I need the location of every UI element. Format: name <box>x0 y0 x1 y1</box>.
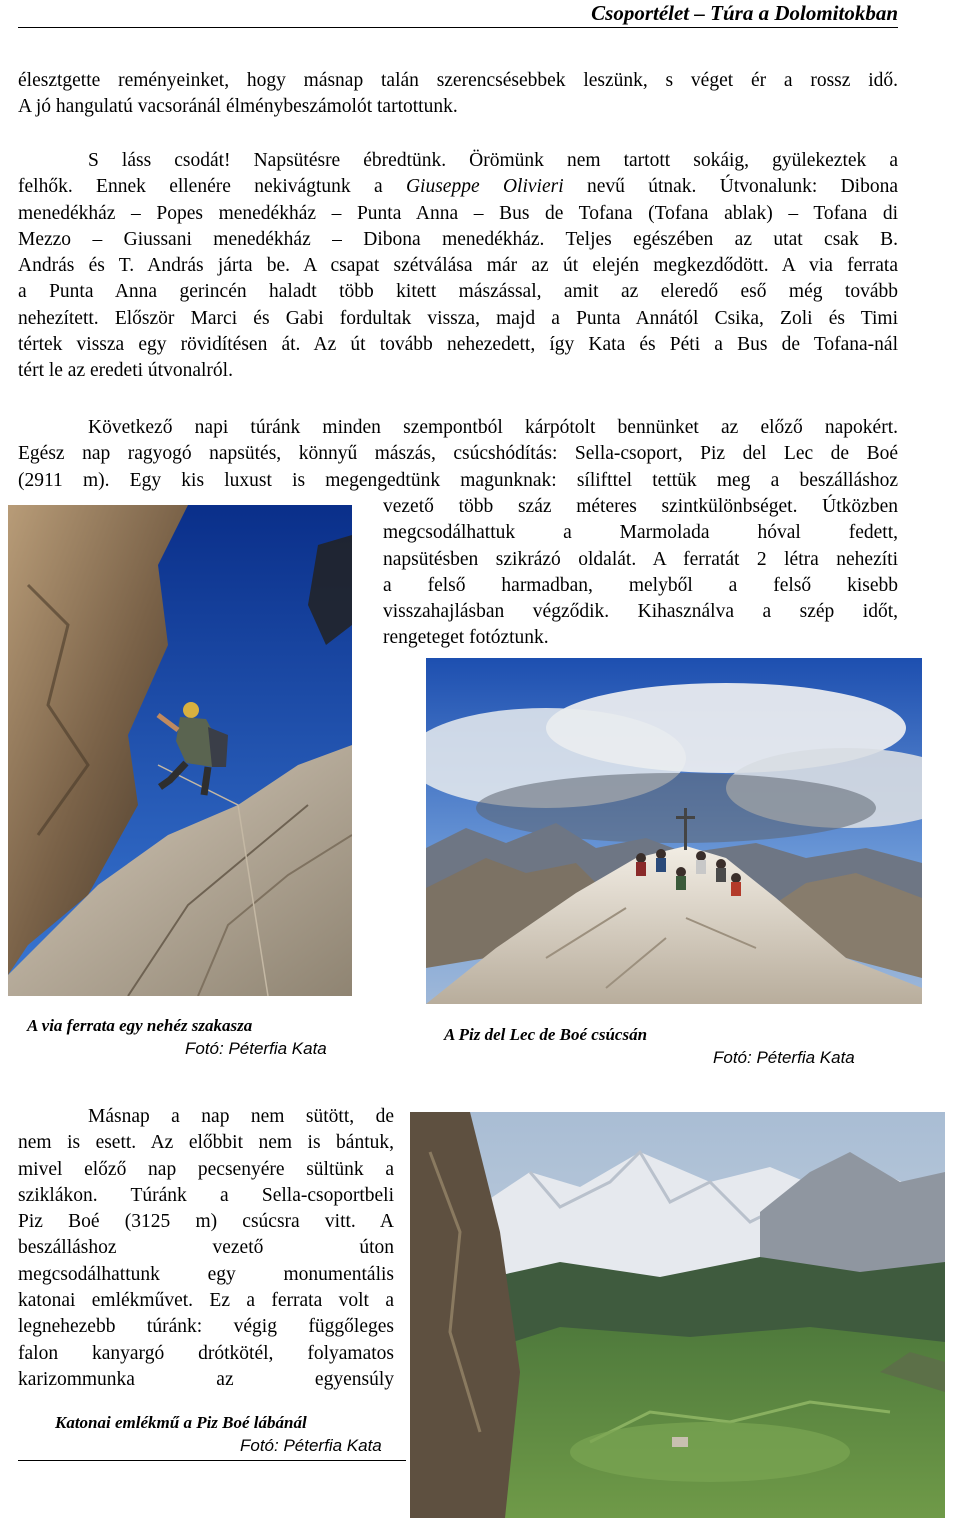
paragraph-line: vezető több száz méteres szintkülönbséget. Útközben <box>383 496 898 517</box>
paragraph-line: tért le az eredeti útvonalról. <box>18 360 233 382</box>
paragraph-line: Másnap a nap nem sütött, de <box>88 1106 394 1127</box>
paragraph-line: napsütésben szikrázó oldalát. A ferratát 2 létra nehezíti <box>383 548 898 570</box>
photo1-caption-title: A via ferrata egy nehéz szakasza <box>27 1016 253 1035</box>
photo2-caption-title: A Piz del Lec de Boé csúcsán <box>444 1025 648 1044</box>
paragraph-line: visszahajlásban végződik. Kihasználva a szép időt, <box>383 601 898 623</box>
paragraph-line: beszálláshoz vezető úton <box>18 1237 394 1259</box>
paragraph-line: András és T. András járta be. A csapat szétválása már az út elején megkezdődött. A via ferrata <box>18 255 898 277</box>
valley-photo <box>410 1112 945 1518</box>
paragraph-line: nem is esett. Az előbbit nem is bántuk, <box>18 1132 394 1154</box>
paragraph-line: sziklákon. Túránk a Sella-csoportbeli <box>18 1184 394 1206</box>
paragraph-line: A jó hangulatú vacsoránál élménybeszámolót tartottunk. <box>18 96 458 118</box>
paragraph-line: nehezített. Először Marci és Gabi fordultak vissza, majd a Punta Annától Csika, Zoli és Timi <box>18 307 898 329</box>
paragraph-line: a felső harmadban, melyből a felső kisebb <box>383 574 898 596</box>
paragraph-line: a Punta Anna gerincén haladt több kitett mászással, amit az eleredő eső még tovább <box>18 281 898 303</box>
photo3-caption-credit: Fotó: Péterfia Kata <box>240 1436 382 1455</box>
paragraph-3-wrapped <box>383 494 898 652</box>
paragraph-line: mivel előző nap pecsenyére sültünk a <box>18 1158 394 1180</box>
paragraph-line: Piz Boé (3125 m) csúcsra vitt. A <box>18 1211 394 1233</box>
via-ferrata-photo <box>8 505 352 996</box>
paragraph-line: katonai emlékművet. Ez a ferrata volt a <box>18 1290 394 1312</box>
paragraph-line: Egész nap ragyogó napsütés, könnyű mászás, csúcshódítás: Sella-csoport, Piz del Lec de Boé <box>18 443 898 465</box>
paragraph-line: élesztgette reményeinket, hogy másnap talán szerencsésebbek leszünk, s véget ér a rossz idő. <box>18 70 898 91</box>
paragraph-line: menedékház – Popes menedékház – Punta Anna – Bus de Tofana (Tofana ablak) – Tofana di <box>18 202 898 224</box>
paragraph-line: megcsodálhattunk egy monumentális <box>18 1263 394 1285</box>
paragraph-1 <box>18 68 898 121</box>
paragraph-line: S láss csodát! Napsütésre ébredtünk. Örömünk nem tartott sokáig, gyülekeztek a <box>88 150 898 171</box>
paragraph-line: Következő napi túránk minden szempontból kárpótolt bennünket az előző napokért. <box>88 417 898 438</box>
paragraph-2 <box>18 148 898 385</box>
paragraph-4 <box>18 1104 394 1393</box>
summit-photo <box>426 658 922 1004</box>
paragraph-3 <box>18 415 898 494</box>
route-name: Giuseppe Olivieri <box>405 176 564 198</box>
photo1-caption-credit: Fotó: Péterfia Kata <box>185 1039 327 1058</box>
paragraph-line: Mezzo – Giussani menedékház – Dibona menedékház. Teljes egészében az utat csak B. <box>18 228 898 250</box>
paragraph-line: rengeteget fotóztunk. <box>383 627 549 649</box>
paragraph-line: karizommunka az egyensúly <box>18 1368 394 1390</box>
paragraph-line: megcsodálhattuk a Marmolada hóval fedett, <box>383 522 898 544</box>
paragraph-line: falon kanyargó drótkötél, folyamatos <box>18 1342 394 1364</box>
paragraph-line: legnehezebb túránk: végig függőleges <box>18 1316 394 1338</box>
running-header: Csoportélet – Túra a Dolomitokban <box>18 0 898 28</box>
photo3-caption-title: Katonai emlékmű a Piz Boé lábánál <box>55 1413 307 1432</box>
paragraph-line: (2911 m). Egy kis luxust is megengedtünk magunknak: sílifttel tettük meg a beszálláshoz <box>18 469 898 491</box>
paragraph-line: felhők. Ennek ellenére nekivágtunk a Giuseppe Olivieri nevű útnak. Útvonalunk: Dibona <box>18 176 898 198</box>
footer-rule <box>18 1460 406 1461</box>
photo2-caption-credit: Fotó: Péterfia Kata <box>713 1048 855 1067</box>
paragraph-line: tértek vissza egy rövidítésen át. Az út tovább nehezedett, így Kata és Péti a Bus de Tofana-nál <box>18 334 898 356</box>
